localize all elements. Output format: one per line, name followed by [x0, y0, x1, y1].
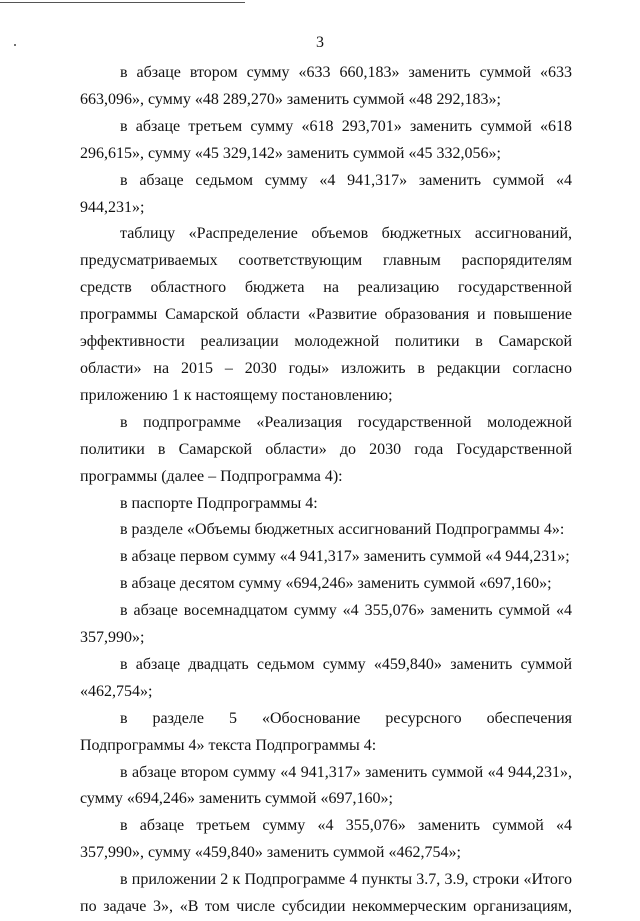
paragraph: в паспорте Подпрограммы 4: — [120, 494, 318, 512]
paragraph: таблицу «Распределение объемов бюджетных ассигнований, предусматриваемых соответствующим главным распорядителям средств областного бюджета на реализацию государственной программы Самарской области «Развитие образования и повышение эффективности реализации молодежной политики в Самарской области» на 2015 – 2030 годы» изложить в редакции согласно приложению 1 к настоящему постановлению; — [80, 225, 572, 404]
paragraph: в абзаце восемнадцатом сумму «4 355,076» заменить суммой «4 357,990»; — [80, 602, 572, 647]
paragraph: в абзаце третьем сумму «618 293,701» заменить суммой «618 296,615», сумму «45 329,142» заменить суммой «45 332,056»; — [80, 117, 572, 162]
paragraph: в разделе 5 «Обоснование ресурсного обеспечения Подпрограммы 4» текста Подпрограммы 4: — [80, 709, 572, 754]
paragraph: в разделе «Объемы бюджетных ассигнований Подпрограммы 4»: — [120, 521, 565, 539]
paragraph: в абзаце втором сумму «4 941,317» заменить суммой «4 944,231», сумму «694,246» заменить суммой «697,160»; — [80, 763, 572, 808]
paragraph: в абзаце третьем сумму «4 355,076» заменить суммой «4 357,990», сумму «459,840» заменить суммой «462,754»; — [80, 817, 572, 862]
paragraph: в подпрограмме «Реализация государственной молодежной политики в Самарской области» до 2030 года Государственной программы (далее – Подпрограмма 4): — [80, 413, 572, 485]
paragraph: в абзаце двадцать седьмом сумму «459,840» заменить суммой «462,754»; — [80, 655, 572, 700]
page-number: 3 — [316, 34, 324, 51]
paragraph: в приложении 2 к Подпрограмме 4 пункты 3.7, 3.9, строки «Итого по задаче 3», «В том числе субсидии некоммерческим организациям, — [80, 871, 572, 916]
document-body — [80, 60, 572, 921]
top-rule — [0, 2, 245, 3]
paragraph: в абзаце десятом сумму «694,246» заменить суммой «697,160»; — [120, 575, 552, 593]
paragraph: в абзаце седьмом сумму «4 941,317» заменить суммой «4 944,231»; — [80, 171, 572, 216]
paragraph: в абзаце втором сумму «633 660,183» заменить суммой «633 663,096», сумму «48 289,270» заменить суммой «48 292,183»; — [80, 64, 572, 108]
paragraph: в абзаце первом сумму «4 941,317» заменить суммой «4 944,231»; — [120, 548, 570, 566]
